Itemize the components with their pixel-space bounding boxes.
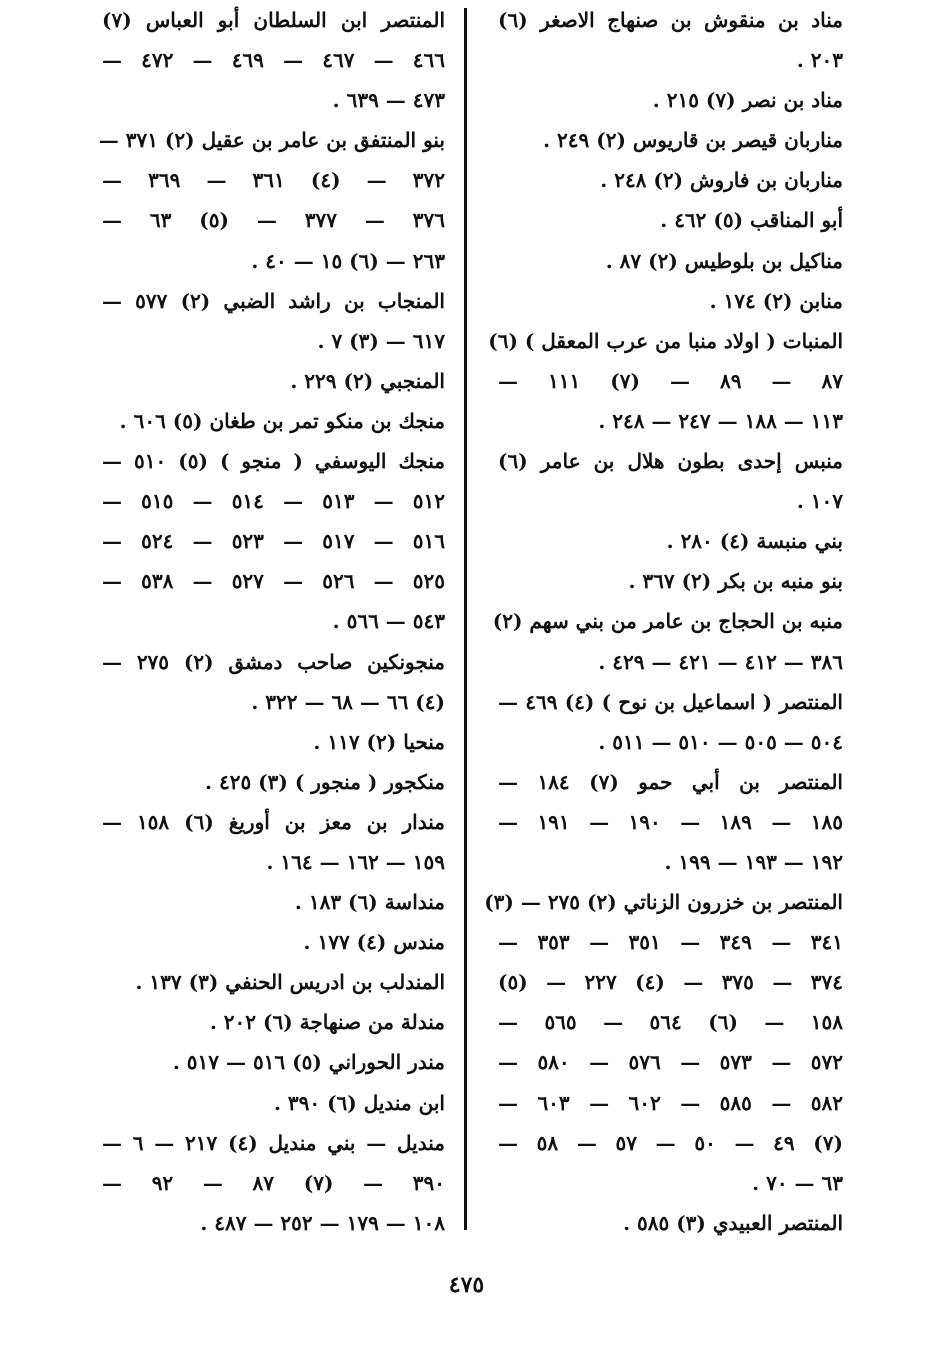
index-entry-line: منجك اليوسفي ( منجو ) (٥) ٥١٠ —: [102, 449, 445, 474]
index-entry-line: ٣٩٠ — (٧) ٨٧ — ٩٢ —: [102, 1170, 445, 1195]
index-entry-line: ١٥٩ — ١٦٢ — ١٦٤ .: [266, 849, 445, 874]
index-entry-line: منديل — بني منديل (٤) ٢١٧ — ٦ —: [102, 1130, 445, 1155]
right-index-column: [484, 0, 843, 1243]
index-entry-line: منابن (٢) ١٧٤ .: [709, 288, 843, 313]
index-entry-line: منجك بن منكو تمر بن طغان (٥) ٦٠٦ .: [119, 408, 445, 433]
index-entry-line: ٣٧٤ — ٣٧٥ — (٤) ٢٢٧ — (٥): [498, 970, 843, 995]
index-entry-line: المنجاب بن راشد الضبي (٢) ٥٧٧ —: [102, 288, 445, 313]
index-entry-line: مندس (٤) ١٧٧ .: [303, 930, 445, 955]
index-entry-line: ٥٨٢ — ٥٨٥ — ٦٠٢ — ٦٠٣ —: [498, 1090, 843, 1115]
index-entry-line: منداسة (٦) ١٨٣ .: [294, 890, 445, 915]
index-entry-line: مناكيل بن بلوطيس (٢) ٨٧ .: [605, 248, 843, 273]
index-entry-line: ٥٢٥ — ٥٢٦ — ٥٢٧ — ٥٣٨ —: [102, 569, 445, 594]
index-entry-line: ١٩٢ — ١٩٣ — ١٩٩ .: [664, 849, 843, 874]
index-entry-line: ٥٠٤ — ٥٠٥ — ٥١٠ — ٥١١ .: [598, 729, 843, 754]
index-entry-line: ١٠٨ — ١٧٩ — ٢٥٢ — ٤٨٧ .: [200, 1210, 445, 1235]
index-entry-line: مناد بن نصر (٧) ٢١٥ .: [652, 88, 843, 113]
index-entry-line: ٣٤١ — ٣٤٩ — ٣٥١ — ٣٥٣ —: [498, 930, 843, 955]
index-entry-line: بنو منبه بن بكر (٢) ٣٦٧ .: [628, 569, 843, 594]
left-index-column: [98, 0, 445, 1243]
index-entry-line: ٥١٦ — ٥١٧ — ٥٢٣ — ٥٢٤ —: [102, 529, 445, 554]
index-entry-line: مناربان قيصر بن قاريوس (٢) ٢٤٩ .: [543, 128, 843, 153]
index-entry-line: بنو المنتفق بن عامر بن عقيل (٢) ٣٧١ —: [98, 128, 445, 153]
index-entry-line: ١٥٨ — (٦) ٥٦٤ — ٥٦٥ —: [498, 1010, 843, 1035]
index-entry-line: المنتصر بن خزرون الزناتي (٢) ٢٧٥ — (٣): [484, 890, 843, 915]
page-number: ٤٧٥: [448, 1272, 485, 1298]
index-entry-line: المنتصر ( اسماعيل بن نوح ) (٤) ٤٦٩ —: [498, 689, 843, 714]
index-entry-line: ٣٧٦ — ٣٧٧ — (٥) ٦٣ —: [102, 208, 445, 233]
index-entry-line: ابن منديل (٦) ٣٩٠ .: [273, 1090, 445, 1115]
index-entry-line: ٢٦٣ — (٦) ١٥ — ٤٠ .: [251, 248, 445, 273]
index-entry-line: المنتصر بن أبي حمو (٧) ١٨٤ —: [498, 769, 843, 794]
index-entry-line: ٦٣ — ٧٠ .: [752, 1170, 843, 1195]
column-divider: [464, 8, 467, 1230]
index-entry-line: منحيا (٢) ١١٧ .: [313, 729, 445, 754]
index-entry-line: ٥٤٣ — ٥٦٦ .: [332, 609, 445, 634]
index-entry-line: (٤) ٦٦ — ٦٨ — ٣٢٢ .: [251, 689, 445, 714]
index-entry-line: المندلب بن ادريس الحنفي (٣) ١٣٧ .: [135, 970, 445, 995]
index-entry-line: المنجبي (٢) ٢٢٩ .: [290, 368, 445, 393]
index-entry-line: مندر الحوراني (٥) ٥١٦ — ٥١٧ .: [172, 1050, 445, 1075]
index-entry-line: المنبات ( اولاد منبا من عرب المعقل ) (٦): [488, 328, 843, 353]
index-entry-line: ١١٣ — ١٨٨ — ٢٤٧ — ٢٤٨ .: [598, 408, 843, 433]
index-entry-line: المنتصر العبيدي (٣) ٥٨٥ .: [623, 1210, 843, 1235]
index-entry-line: أبو المناقب (٥) ٤٦٢ .: [660, 208, 843, 233]
index-entry-line: ٨٧ — ٨٩ — (٧) ١١١ —: [498, 368, 843, 393]
index-entry-line: منكجور ( منجور ) (٣) ٤٢٥ .: [205, 769, 445, 794]
index-entry-line: (٧) ٤٩ — ٥٠ — ٥٧ — ٥٨ —: [498, 1130, 843, 1155]
index-entry-line: منبس إحدى بطون هلال بن عامر (٦): [498, 449, 843, 474]
index-entry-line: مناربان بن فاروش (٢) ٢٤٨ .: [600, 168, 843, 193]
index-entry-line: ٢٠٣ .: [796, 48, 843, 73]
index-entry-line: ٥١٢ — ٥١٣ — ٥١٤ — ٥١٥ —: [102, 489, 445, 514]
index-entry-line: ٣٧٢ — (٤) ٣٦١ — ٣٦٩ —: [102, 168, 445, 193]
index-entry-line: ١٠٧ .: [796, 489, 843, 514]
index-entry-line: مناد بن منقوش بن صنهاج الاصغر (٦): [498, 8, 843, 32]
index-entry-line: ٣٨٦ — ٤١٢ — ٤٢١ — ٤٢٩ .: [598, 649, 843, 674]
index-entry-line: ١٨٥ — ١٨٩ — ١٩٠ — ١٩١ —: [498, 809, 843, 834]
index-entry-line: بني منبسة (٤) ٢٨٠ .: [666, 529, 843, 554]
index-entry-line: ٤٧٣ — ٦٣٩ .: [332, 88, 445, 113]
index-entry-line: ٦١٧ — (٣) ٧ .: [317, 328, 445, 353]
index-entry-line: منبه بن الحجاج بن عامر من بني سهم (٢): [492, 609, 843, 634]
index-entry-line: ٥٧٢ — ٥٧٣ — ٥٧٦ — ٥٨٠ —: [498, 1050, 843, 1075]
index-entry-line: المنتصر ابن السلطان أبو العباس (٧): [102, 8, 445, 32]
index-entry-line: منجونكين صاحب دمشق (٢) ٢٧٥ —: [102, 649, 445, 674]
index-entry-line: ٤٦٦ — ٤٦٧ — ٤٦٩ — ٤٧٢ —: [102, 48, 445, 73]
index-entry-line: مندار بن معز بن أوريغ (٦) ١٥٨ —: [102, 809, 445, 834]
index-entry-line: مندلة من صنهاجة (٦) ٢٠٢ .: [209, 1010, 445, 1035]
